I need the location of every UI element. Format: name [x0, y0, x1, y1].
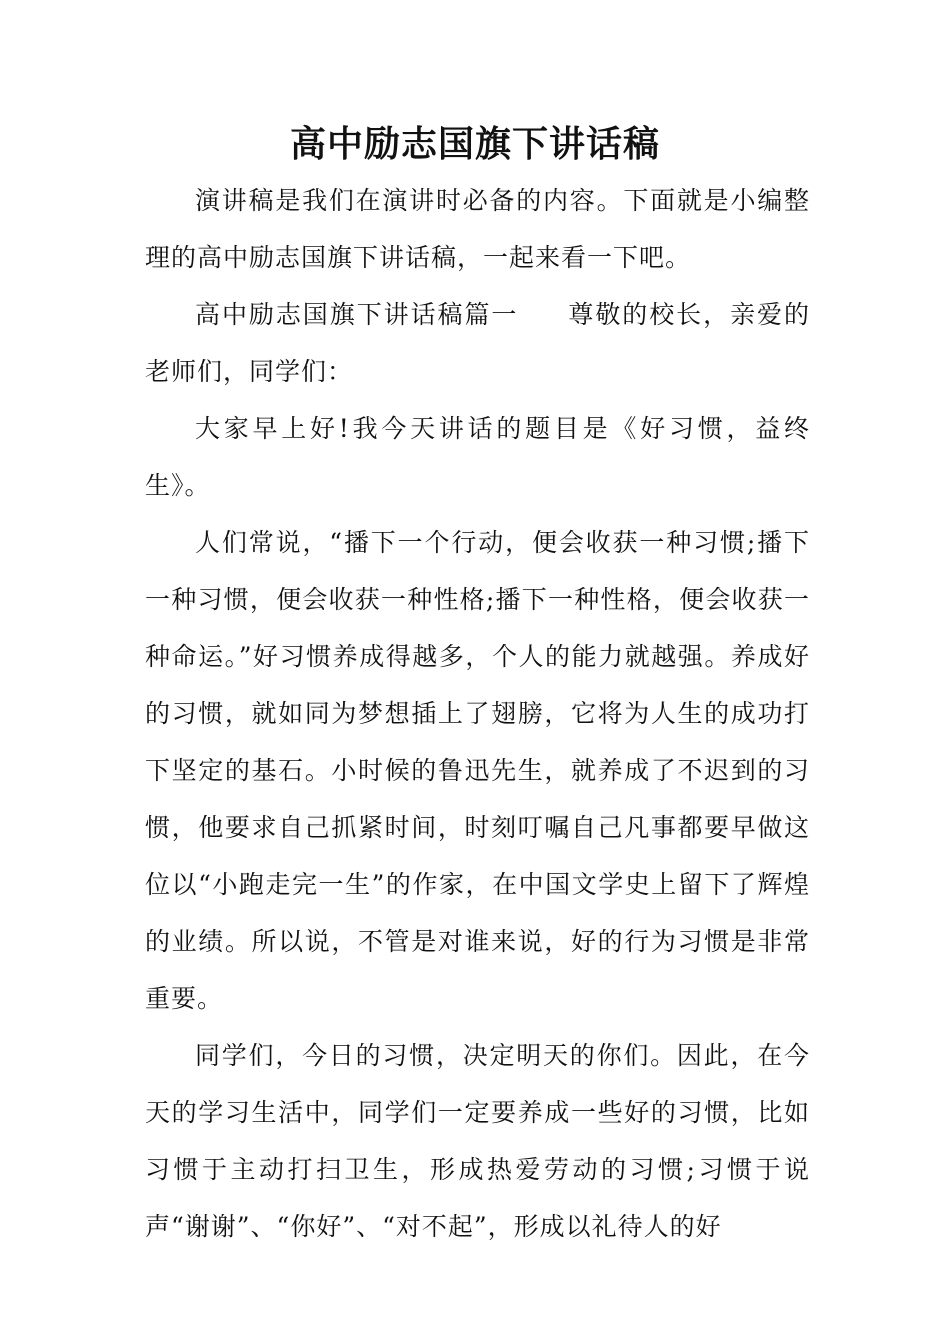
section-greeting: 尊敬的校长，亲爱的老师们，同学们：: [145, 300, 810, 386]
document-title: 高中励志国旗下讲话稿: [289, 123, 660, 165]
habit-advice-paragraph: 同学们，今日的习惯，决定明天的你们。因此，在今天的学习生活中，同学们一定要养成一些好的习惯，比如习惯于主动打扫卫生，形成热爱劳动的习惯;习惯于说声“谢谢”、“你好”、“对不起”，形成以礼待人的好: [145, 1041, 810, 1241]
section-heading: 高中励志国旗下讲话稿篇一: [195, 300, 519, 329]
document-body: [145, 172, 810, 1255]
speech-topic-paragraph: 大家早上好!我今天讲话的题目是《好习惯，益终生》。: [145, 414, 810, 500]
habit-quote-paragraph: 人们常说，“播下一个行动，便会收获一种习惯;播下一种习惯，便会收获一种性格;播下一种性格，便会收获一种命运。”好习惯养成得越多，个人的能力就越强。养成好的习惯，就如同为梦想插上了翅膀，它将为人生的成功打下坚定的基石。小时候的鲁迅先生，就养成了不迟到的习惯，他要求自己抓紧时间，时刻叮嘱自己凡事都要早做这位以“小跑走完一生”的作家，在中国文学史上留下了辉煌的业绩。所以说，不管是对谁来说，好的行为习惯是非常重要。: [145, 528, 810, 1013]
section-opening-paragraph: [145, 286, 810, 400]
intro-paragraph: 演讲稿是我们在演讲时必备的内容。下面就是小编整理的高中励志国旗下讲话稿，一起来看一下吧。: [145, 186, 810, 272]
